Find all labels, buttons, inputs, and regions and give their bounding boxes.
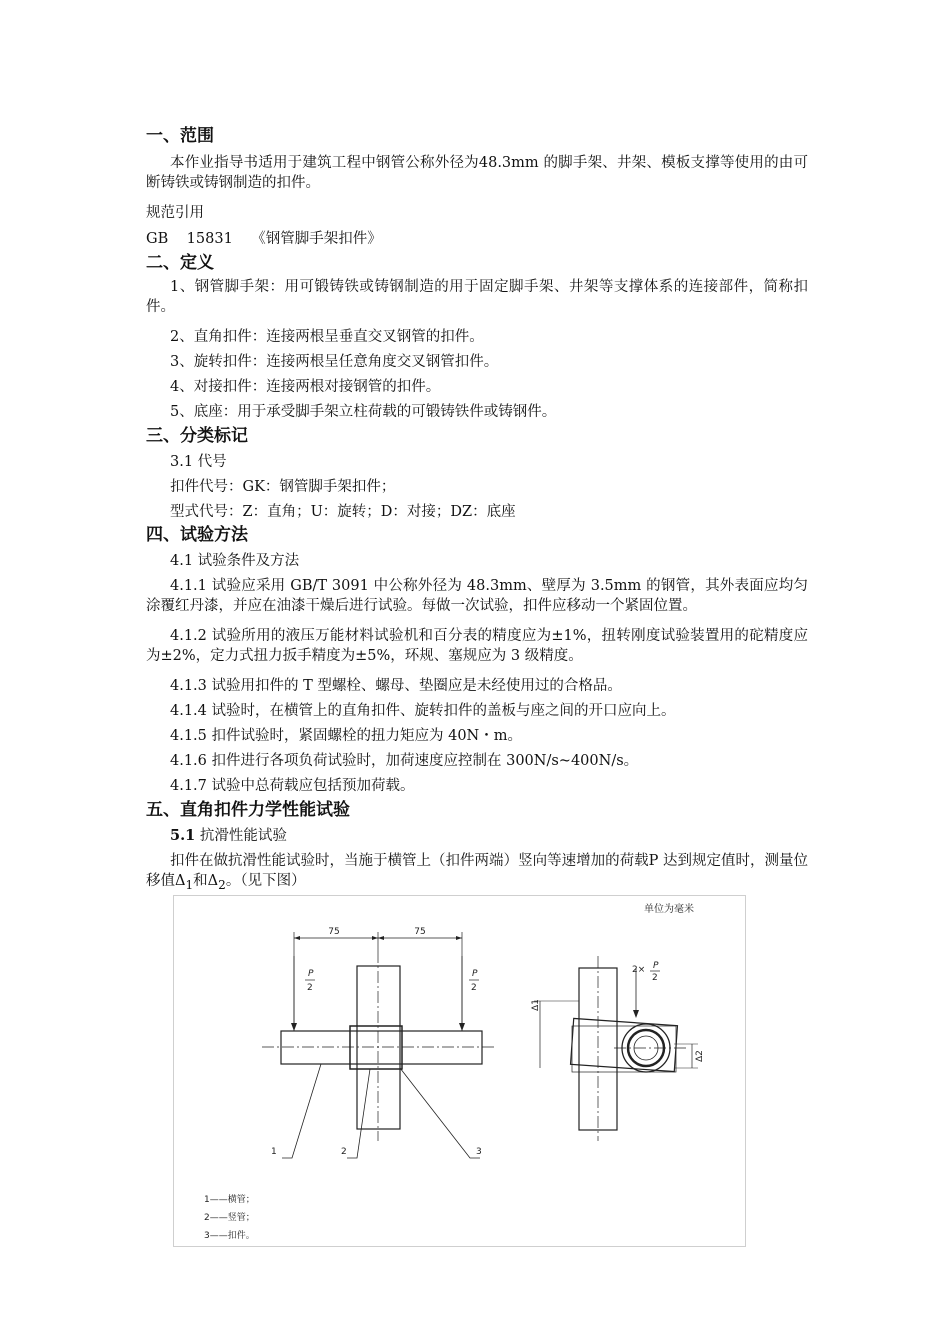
test-4-1-4: 4.1.4 试验时，在横管上的直角扣件、旋转扣件的盖板与座之间的开口应向上。 bbox=[170, 703, 676, 719]
load-right-den: 2 bbox=[471, 983, 477, 993]
test-4-1-1: 4.1.1 试验应采用 GB/T 3091 中公称外径为 48.3mm、壁厚为 3.5mm 的钢管，其外表面应均匀涂覆红丹漆，并应在油漆干燥后进行试验。每做一次试验，扣件应移动一个紧固位置。 bbox=[146, 578, 808, 614]
type-code: 型式代号：Z：直角；U：旋转；D：对接；DZ：底座 bbox=[170, 504, 516, 520]
load-left-p: P bbox=[308, 969, 314, 979]
load-left-den: 2 bbox=[307, 983, 313, 993]
test-5-1-title: 抗滑性能试验 bbox=[195, 828, 287, 844]
callout-1: 1 bbox=[271, 1147, 277, 1157]
delta2-label: Δ2 bbox=[695, 1050, 705, 1062]
definition-2: 2、直角扣件：连接两根呈垂直交叉钢管的扣件。 bbox=[170, 329, 484, 345]
callout-2: 2 bbox=[341, 1147, 347, 1157]
section-title-classification: 三、分类标记 bbox=[146, 426, 248, 446]
load-2x: 2× bbox=[632, 965, 646, 975]
section-title-scope: 一、范围 bbox=[146, 126, 214, 146]
slip-test-figure bbox=[173, 895, 746, 1247]
load-side-p: P bbox=[653, 961, 659, 971]
slip-test-sub2: 2 bbox=[218, 877, 226, 892]
coupler bbox=[350, 1026, 402, 1069]
dim-left: 75 bbox=[328, 927, 340, 937]
side-coupler bbox=[571, 1018, 678, 1071]
test-4-1-2: 4.1.2 试验所用的液压万能材料试验机和百分表的精度应为±1%，扭转刚度试验装置用的砣精度应为±2%，定力式扭力扳手精度为±5%，环规、塞规应为 3 级精度。 bbox=[146, 628, 808, 664]
test-4-1-3: 4.1.3 试验用扣件的 T 型螺栓、螺母、垫圈应是未经使用过的合格品。 bbox=[170, 678, 622, 694]
test-5-1-number: 5.1 bbox=[170, 827, 196, 844]
fastener-code: 扣件代号：GK：钢管脚手架扣件； bbox=[170, 479, 396, 495]
reference-standard: GB 15831 《钢管脚手架扣件》 bbox=[146, 231, 382, 247]
slip-test-mid: 和Δ bbox=[193, 873, 219, 889]
load-side-den: 2 bbox=[652, 973, 658, 983]
legend-3: 3——扣件。 bbox=[204, 1231, 255, 1241]
vertical-pipe bbox=[357, 966, 400, 1129]
legend-2: 2——竖管； bbox=[204, 1213, 255, 1223]
section-title-test-method: 四、试验方法 bbox=[146, 525, 248, 545]
legend-1: 1——横管； bbox=[204, 1195, 255, 1205]
slip-test-diagram bbox=[174, 896, 745, 1246]
definition-1: 1、钢管脚手架：用可锻铸铁或铸钢制造的用于固定脚手架、井架等支撑体系的连接部件，简称扣件。 bbox=[146, 279, 808, 315]
classification-3-1: 3.1 代号 bbox=[170, 454, 227, 470]
slip-test-paragraph bbox=[146, 851, 808, 895]
test-5-1 bbox=[170, 826, 287, 846]
horizontal-pipe bbox=[281, 1031, 482, 1064]
scope-paragraph: 本作业指导书适用于建筑工程中钢管公称外径为48.3mm 的脚手架、井架、模板支撑等使用的由可断铸铁或铸钢制造的扣件。 bbox=[146, 155, 808, 191]
reference-heading: 规范引用 bbox=[146, 205, 204, 221]
slip-test-text: 扣件在做抗滑性能试验时，当施于横管上（扣件两端）竖向等速增加的荷载P 达到规定值时，测量位移值Δ bbox=[146, 853, 808, 889]
test-4-1-7: 4.1.7 试验中总荷载应包括预加荷载。 bbox=[170, 778, 415, 794]
delta1-label: Δ1 bbox=[531, 999, 541, 1011]
load-right-p: P bbox=[472, 969, 478, 979]
definition-3: 3、旋转扣件：连接两根呈任意角度交叉钢管扣件。 bbox=[170, 354, 499, 370]
slip-test-end: 。（见下图） bbox=[225, 873, 306, 889]
unit-note: 单位为毫米 bbox=[644, 904, 694, 915]
callout-3: 3 bbox=[476, 1147, 482, 1157]
test-4-1-6: 4.1.6 扣件进行各项负荷试验时，加荷速度应控制在 300N/s~400N/s。 bbox=[170, 753, 639, 769]
section-title-definitions: 二、定义 bbox=[146, 253, 214, 273]
dim-right: 75 bbox=[414, 927, 426, 937]
definition-4: 4、对接扣件：连接两根对接钢管的扣件。 bbox=[170, 379, 441, 395]
section-title-right-angle-test: 五、直角扣件力学性能试验 bbox=[146, 800, 350, 820]
test-4-1-5: 4.1.5 扣件试验时，紧固螺栓的扭力矩应为 40N・m。 bbox=[170, 728, 522, 744]
definition-5: 5、底座：用于承受脚手架立柱荷载的可锻铸铁件或铸钢件。 bbox=[170, 404, 557, 420]
test-4-1: 4.1 试验条件及方法 bbox=[170, 553, 300, 569]
slip-test-sub1: 1 bbox=[185, 877, 194, 892]
